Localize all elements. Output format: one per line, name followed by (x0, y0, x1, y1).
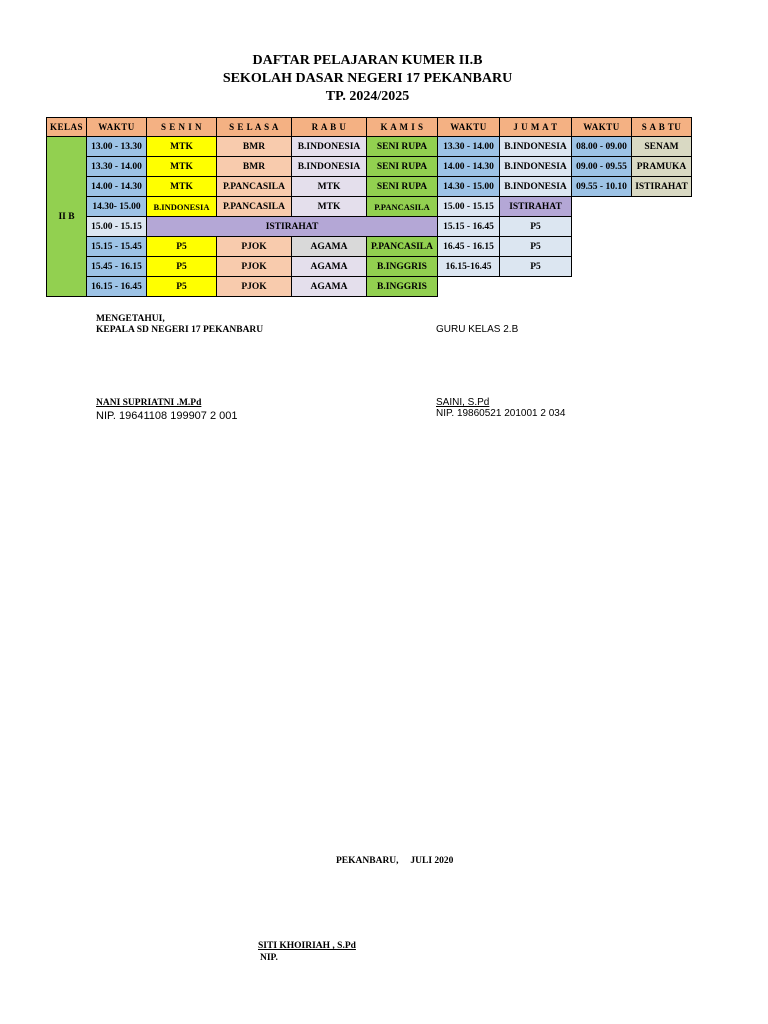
waktu-cell: 15.15 - 15.45 (87, 237, 147, 257)
senin-cell: MTK (147, 137, 217, 157)
waktu-cell: 15.00 - 15.15 (87, 217, 147, 237)
waktu-sabtu-cell: 09.00 - 09.55 (572, 157, 632, 177)
col-header-kelas: KELAS (47, 118, 87, 137)
waktu-jumat-cell: 16.15-16.45 (438, 257, 500, 277)
waktu-jumat-cell: 15.00 - 15.15 (438, 197, 500, 217)
senin-cell: MTK (147, 157, 217, 177)
senin-cell: P5 (147, 257, 217, 277)
col-header-jumat: J U M A T (500, 118, 572, 137)
kelas-cell: II B (47, 137, 87, 297)
kamis-cell: P.PANCASILA (367, 197, 438, 217)
waktu-cell: 13.00 - 13.30 (87, 137, 147, 157)
school-year: TP. 2024/2025 (325, 89, 410, 104)
col-header-waktu-jumat: WAKTU (438, 118, 500, 137)
col-header-rabu: R A B U (292, 118, 367, 137)
selasa-cell: P.PANCASILA (217, 177, 292, 197)
waktu-jumat-cell: 14.30 - 15.00 (438, 177, 500, 197)
kamis-cell: SENI RUPA (367, 157, 438, 177)
table-row (47, 277, 692, 297)
jumat-cell: P5 (500, 217, 572, 237)
selasa-cell: PJOK (217, 237, 292, 257)
waktu-cell: 14.00 - 14.30 (87, 177, 147, 197)
waktu-sabtu-cell: 09.55 - 10.10 (572, 177, 632, 197)
waktu-cell: 14.30- 15.00 (87, 197, 147, 217)
table-row (47, 257, 692, 277)
selasa-cell: PJOK (217, 277, 292, 297)
empty-cell (572, 257, 692, 277)
document-title: DAFTAR PELAJARAN KUMER II.B (252, 53, 483, 68)
waktu-cell: 15.45 - 16.15 (87, 257, 147, 277)
waktu-sabtu-cell: 08.00 - 09.00 (572, 137, 632, 157)
waktu-jumat-cell: 14.00 - 14.30 (438, 157, 500, 177)
waktu-jumat-cell: 16.45 - 16.15 (438, 237, 500, 257)
kamis-cell: P.PANCASILA (367, 237, 438, 257)
guru-title: GURU KELAS 2.B (436, 324, 519, 335)
sabtu-cell: SENAM (632, 137, 692, 157)
table-row (47, 237, 692, 257)
empty-cell (438, 277, 692, 297)
rabu-cell: AGAMA (292, 277, 367, 297)
waktu-jumat-cell: 13.30 - 14.00 (438, 137, 500, 157)
kamis-cell: B.INGGRIS (367, 257, 438, 277)
kepala-name: NANI SUPRIATNI .M.Pd (96, 398, 202, 408)
jumat-cell: P5 (500, 237, 572, 257)
senin-cell: MTK (147, 177, 217, 197)
schedule-table (46, 117, 692, 297)
third-signatory-nip: NIP. (260, 953, 278, 963)
waktu-jumat-cell: 15.15 - 16.45 (438, 217, 500, 237)
jumat-cell: P5 (500, 257, 572, 277)
col-header-waktu: WAKTU (87, 118, 147, 137)
kamis-cell: SENI RUPA (367, 177, 438, 197)
waktu-cell: 16.15 - 16.45 (87, 277, 147, 297)
empty-cell (572, 197, 692, 217)
school-name: SEKOLAH DASAR NEGERI 17 PEKANBARU (222, 71, 513, 86)
senin-cell: P5 (147, 277, 217, 297)
col-header-selasa: S E L A S A (217, 118, 292, 137)
selasa-cell: P.PANCASILA (217, 197, 292, 217)
place-date: PEKANBARU, JULI 2020 (336, 856, 454, 866)
rabu-cell: MTK (292, 177, 367, 197)
senin-cell: P5 (147, 237, 217, 257)
guru-nip: NIP. 19860521 201001 2 034 (436, 408, 566, 419)
selasa-cell: PJOK (217, 257, 292, 277)
rabu-cell: B.INDONESIA (292, 157, 367, 177)
table-row (47, 197, 692, 217)
rabu-cell: AGAMA (292, 257, 367, 277)
col-header-waktu-sabtu: WAKTU (572, 118, 632, 137)
kamis-cell: SENI RUPA (367, 137, 438, 157)
waktu-cell: 13.30 - 14.00 (87, 157, 147, 177)
table-header-row (47, 118, 692, 137)
rabu-cell: B.INDONESIA (292, 137, 367, 157)
istirahat-cell: ISTIRAHAT (147, 217, 438, 237)
third-signatory-name: SITI KHOIRIAH , S.Pd (258, 941, 356, 951)
mengetahui-label: MENGETAHUI, (96, 314, 165, 324)
jumat-cell: B.INDONESIA (500, 177, 572, 197)
selasa-cell: BMR (217, 137, 292, 157)
rabu-cell: AGAMA (292, 237, 367, 257)
kepala-nip: NIP. 19641108 199907 2 001 (96, 410, 238, 422)
col-header-sabtu: S A B TU (632, 118, 692, 137)
empty-cell (572, 217, 692, 237)
col-header-kamis: K A M I S (367, 118, 438, 137)
sabtu-cell: ISTIRAHAT (632, 177, 692, 197)
kepala-title: KEPALA SD NEGERI 17 PEKANBARU (96, 325, 264, 335)
table-row (47, 177, 692, 197)
jumat-cell: B.INDONESIA (500, 137, 572, 157)
empty-cell (572, 237, 692, 257)
kamis-cell: B.INGGRIS (367, 277, 438, 297)
table-row (47, 217, 692, 237)
jumat-cell: ISTIRAHAT (500, 197, 572, 217)
sabtu-cell: PRAMUKA (632, 157, 692, 177)
rabu-cell: MTK (292, 197, 367, 217)
jumat-cell: B.INDONESIA (500, 157, 572, 177)
col-header-senin: S E N I N (147, 118, 217, 137)
selasa-cell: BMR (217, 157, 292, 177)
table-row (47, 137, 692, 157)
table-row (47, 157, 692, 177)
senin-cell: B.INDONESIA (147, 197, 217, 217)
guru-name: SAINI, S.Pd (436, 397, 490, 408)
